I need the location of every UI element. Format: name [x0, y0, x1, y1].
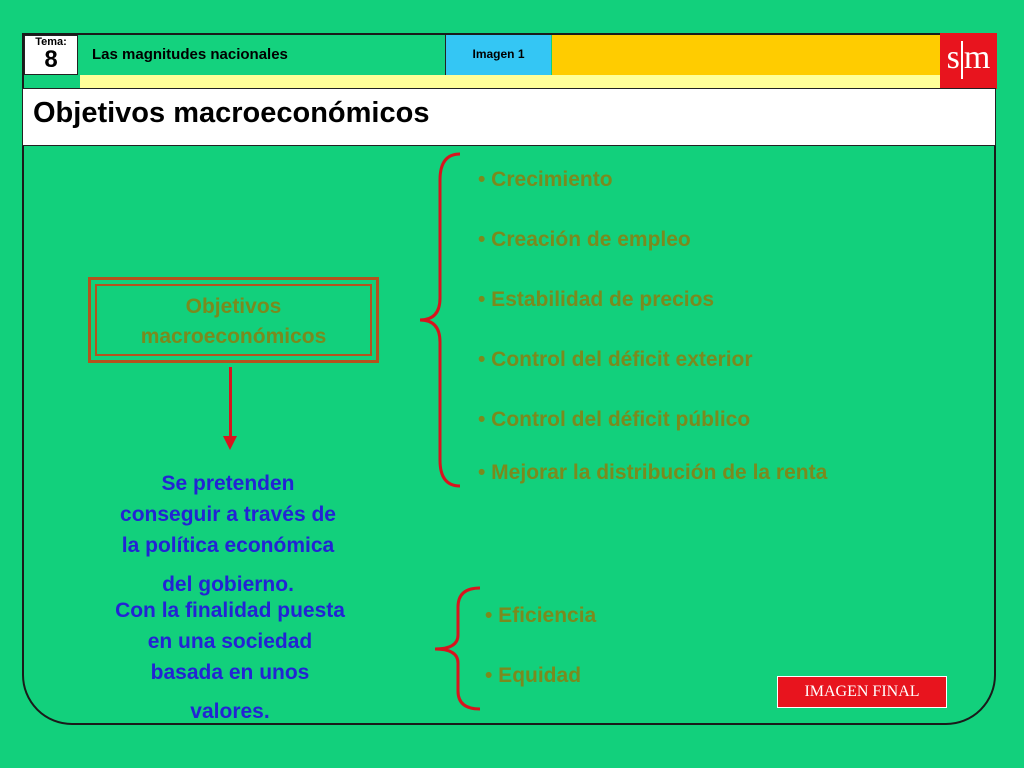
description-text: [60, 468, 396, 600]
description-line: la política económica: [121, 534, 335, 557]
objective-item: • Control del déficit exterior: [478, 348, 753, 371]
image-tab[interactable]: Imagen 1: [446, 35, 551, 75]
sm-logo: [940, 33, 997, 89]
purpose-line: Con la finalidad puesta: [115, 599, 345, 622]
objectives-box-label: [95, 284, 372, 356]
final-image-button[interactable]: IMAGEN FINAL: [777, 676, 947, 708]
objective-item: • Control del déficit público: [478, 408, 751, 431]
objective-item: • Estabilidad de precios: [478, 288, 715, 311]
value-item: • Eficiencia: [485, 604, 597, 627]
purpose-line: valores.: [190, 700, 270, 723]
objective-item: • Crecimiento: [478, 168, 613, 191]
objective-item: • Creación de empleo: [478, 228, 691, 251]
description-line: conseguir a través de: [120, 503, 336, 526]
objectives-box-line2: macroeconómicos: [140, 325, 327, 348]
objectives-brace-icon: [410, 150, 470, 490]
tema-badge: [24, 35, 78, 75]
down-arrow-icon: [229, 367, 232, 439]
description-line: del gobierno.: [162, 573, 294, 596]
objective-item: • Mejorar la distribución de la renta: [478, 461, 828, 484]
logo-letter-s: s: [946, 39, 960, 76]
purpose-text: [62, 595, 398, 727]
value-item: • Equidad: [485, 664, 582, 687]
objectives-box: [88, 277, 379, 363]
tema-label: Tema:: [35, 36, 67, 48]
purpose-line: en una sociedad: [147, 630, 313, 653]
objectives-box-line1: Objetivos: [185, 295, 282, 318]
purpose-line: basada en unos: [150, 661, 310, 684]
values-brace-icon: [425, 585, 485, 713]
page-title: Objetivos macroeconómicos: [22, 88, 996, 146]
tema-number: 8: [44, 46, 58, 73]
logo-letter-m: m: [963, 39, 991, 76]
header-band: [552, 35, 940, 75]
arrow-head-icon: [223, 436, 237, 450]
topic-title: Las magnitudes nacionales: [80, 35, 446, 75]
logo-divider: [961, 41, 963, 79]
header-stripe: [80, 75, 940, 88]
description-line: Se pretenden: [161, 472, 295, 495]
